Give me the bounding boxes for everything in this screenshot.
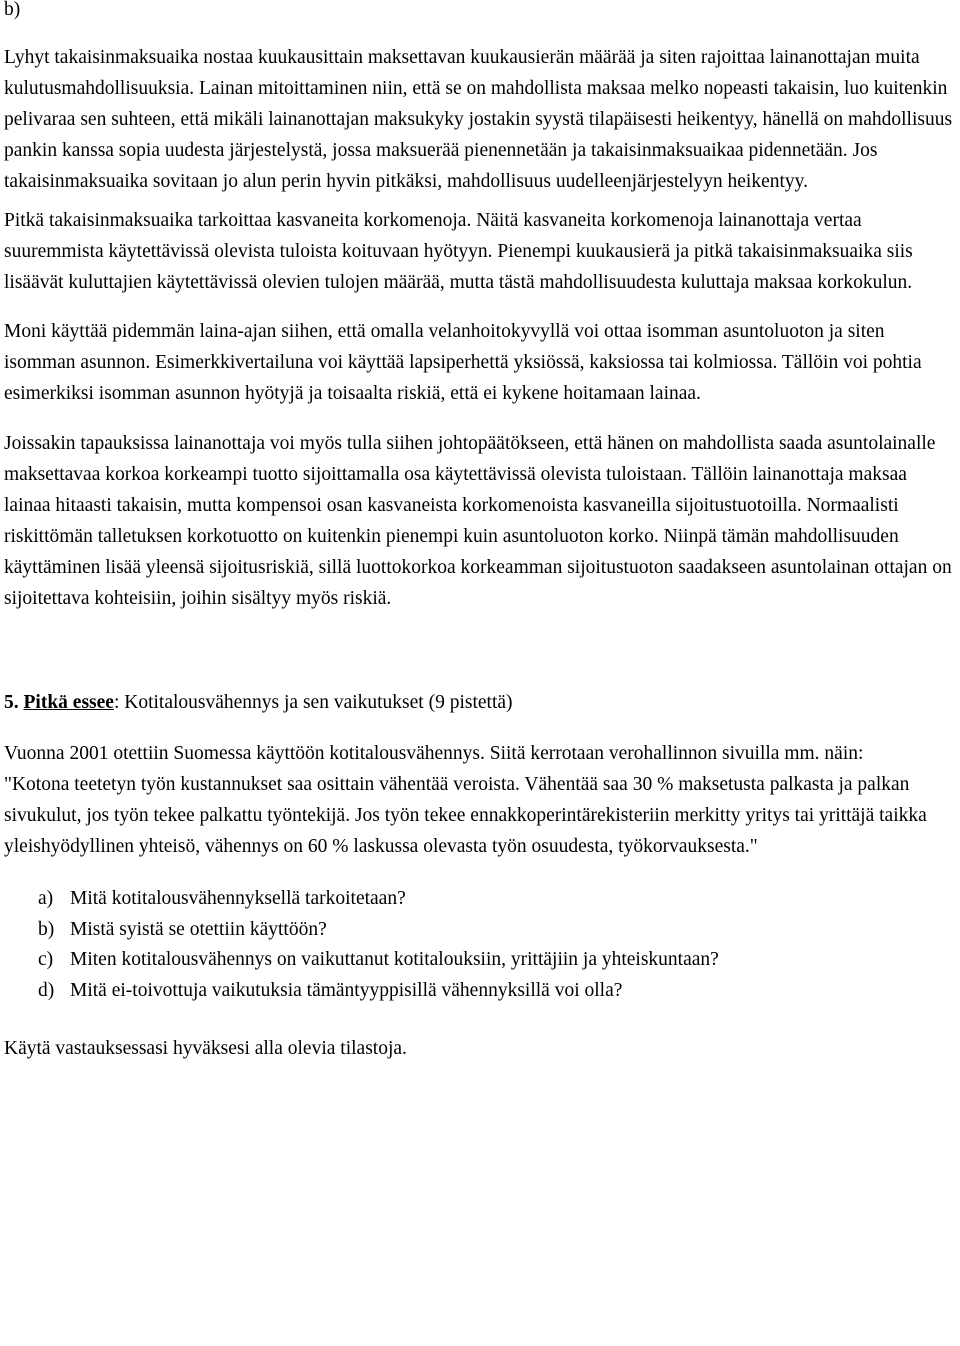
essay-title-bold: Pitkä essee <box>23 692 114 713</box>
question-text: Mitä ei-toivottuja vaikutuksia tämäntyyppisillä vähennyksillä voi olla? <box>70 979 623 1001</box>
question-item <box>4 915 958 946</box>
question-letter: a) <box>38 888 54 909</box>
question-letter: b) <box>38 918 55 940</box>
question-letter: c) <box>38 949 54 970</box>
closing-instruction: Käytä vastauksessasi hyväksesi alla olevia tilastoja. <box>4 1038 407 1059</box>
essay-number: 5. <box>4 692 19 713</box>
question-letter: d) <box>38 979 55 1001</box>
section-label: b) <box>4 0 21 20</box>
paragraph-short-repayment: Lyhyt takaisinmaksuaika nostaa kuukausittain maksettavan kuukausierän määrää ja siten rajoittaa lainanottajan muita kulutusmahdollisuuksia. Lainan mitoittaminen niin, että se on mahdollista maksaa melko nopeasti takaisin, luo kuitenkin pelivaraa sen suhteen, että mikäli lainanottajan maksukyky jostakin syystä tilapäisesti heikentyy, hänellä on mahdollisuus pankin kanssa sopia uudesta järjestelystä, jossa maksuerää pienennetään ja takaisinmaksuaikaa pidennetään. Jos takaisinmaksuaika sovitaan jo alun perin hyvin pitkäksi, mahdollisuus uudelleenjärjestelyyn heikentyy. <box>4 47 953 192</box>
essay-heading <box>4 687 958 718</box>
question-text: Mitä kotitalousvähennyksellä tarkoitetaan? <box>70 888 406 909</box>
essay-quote: "Kotona teetetyn työn kustannukset saa osittain vähentää veroista. Vähentää saa 30 % maksetusta palkasta ja palkan sivukulut, jos työn tekee palkattu työntekijä. Jos työn tekee ennakkoperintärekisteriin merkitty yritys tai yrittäjä taikka yleishyödyllinen yhteisö, vähennys on 60 % laskussa olevasta työn osuudesta, työkorvauksesta." <box>4 774 927 857</box>
question-item <box>4 976 958 1007</box>
question-text: Mistä syistä se otettiin käyttöön? <box>70 918 327 940</box>
document-page <box>4 0 958 1064</box>
essay-title-rest: : Kotitalousvähennys ja sen vaikutukset (9 pistettä) <box>113 692 513 713</box>
question-text: Miten kotitalousvähennys on vaikuttanut kotitalouksiin, yrittäjiin ja yhteiskuntaan? <box>70 949 719 970</box>
question-item <box>4 884 958 915</box>
paragraph-long-repayment: Pitkä takaisinmaksuaika tarkoittaa kasvaneita korkomenoja. Näitä kasvaneita korkomenoja lainanottaja vertaa suuremmista käytettävissä olevista tuloista koituvaan hyötyyn. Pienempi kuukausierä ja pitkä takaisinmaksuaika siis lisäävät kuluttajien käytettävissä olevien tulojen määrää, mutta tästä mahdollisuudesta kuluttaja maksaa korkokulun. <box>4 210 913 293</box>
question-item <box>4 945 958 976</box>
question-list <box>4 884 958 1006</box>
essay-intro: Vuonna 2001 otettiin Suomessa käyttöön kotitalousvähennys. Siitä kerrotaan verohallinnon sivuilla mm. näin: <box>4 743 864 764</box>
paragraph-investing-alternative: Joissakin tapauksissa lainanottaja voi myös tulla siihen johtopäätökseen, että hänen on mahdollista saada asuntolainalle maksettavaa korkoa korkeampi tuotto sijoittamalla osa käytettävissä olevista tuloistaan. Tällöin lainanottaja maksaa lainaa hitaasti takaisin, mutta kompensoi osan kasvaneista korkomenoista kasvaneilla sijoitustuotoilla. Normaalisti riskittömän talletuksen korkotuotto on kuitenkin pienempi kuin asuntoluoton korko. Niinpä tämän mahdollisuuden käyttäminen lisää yleensä sijoitusriskiä, sillä luottokorkoa korkeamman sijoitustuoton saadakseen asuntolainan ottajan on sijoitettava kohteisiin, joihin sisältyy myös riskiä. <box>4 433 952 609</box>
paragraph-longer-loan-term: Moni käyttää pidemmän laina-ajan siihen, että omalla velanhoitokyvyllä voi ottaa isomman asuntoluoton ja siten isomman asunnon. Esimerkkivertailuna voi käyttää lapsiperhettä yksiössä, kaksiossa tai kolmiossa. Tällöin voi pohtia esimerkiksi isomman asunnon hyötyjä ja toisaalta riskiä, että ei kykene hoitamaan lainaa. <box>4 321 922 404</box>
